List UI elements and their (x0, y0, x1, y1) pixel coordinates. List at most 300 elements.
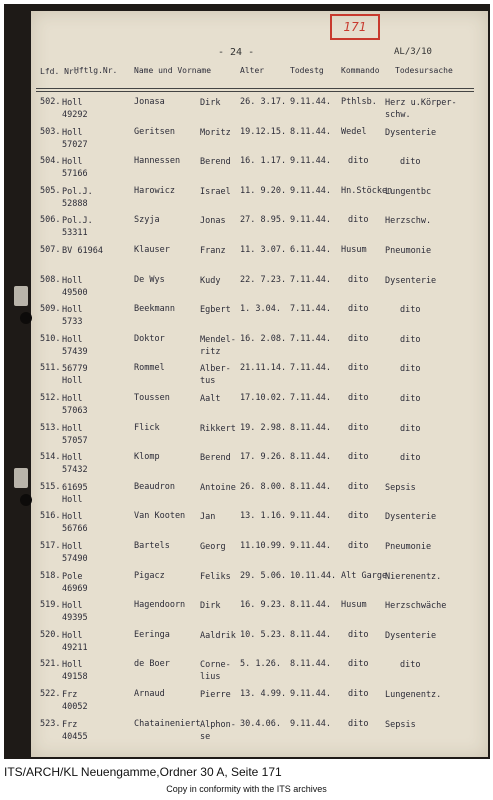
first-name (200, 541, 226, 553)
cause-of-death (400, 452, 420, 464)
prisoner-number-line: Holl (62, 601, 83, 612)
first-name-line-2: tus (200, 376, 216, 387)
cause-of-death-line: Lungenentz. (385, 690, 442, 700)
row-number (40, 482, 60, 492)
first-name-line-2: lius (200, 672, 221, 683)
row-number (40, 245, 60, 255)
row-number (40, 127, 60, 137)
row-number (40, 659, 60, 669)
surname-line: Harowicz (134, 185, 175, 196)
first-name-line: Aalt (200, 394, 221, 404)
prisoner-number (62, 156, 88, 180)
first-name-line-2: ritz (200, 346, 221, 357)
header-todestag: Todestg (290, 66, 324, 75)
first-name (200, 659, 231, 683)
birth-date-line: 26. 8.00. (240, 481, 287, 492)
prisoner-number-line: Holl (62, 453, 83, 464)
surname (134, 423, 160, 433)
cause-of-death (385, 630, 436, 642)
surname (134, 452, 160, 462)
death-date-line: 7.11.44. (290, 363, 331, 374)
cause-of-death-line: Sepsis (385, 719, 416, 730)
prisoner-number (62, 571, 88, 595)
death-date-line: 9.11.44. (290, 156, 331, 167)
birth-date (240, 97, 286, 107)
prisoner-number (62, 363, 88, 387)
row-number (40, 363, 60, 373)
row-number (40, 393, 60, 403)
cause-of-death (400, 659, 420, 671)
prisoner-number-line-2: 49395 (62, 613, 88, 624)
row-number-line: 511. (40, 363, 61, 374)
birth-date (240, 304, 281, 314)
birth-date-line: 16. 2.08. (240, 333, 287, 344)
prisoner-number-line: Holl (62, 305, 83, 316)
row-number (40, 334, 60, 344)
row-number (40, 304, 60, 314)
surname (134, 363, 165, 373)
surname-line: Szyja (134, 215, 160, 226)
first-name-line: Dirk (200, 601, 221, 612)
cause-of-death-line: dito (400, 423, 421, 434)
work-detail (348, 304, 368, 314)
cause-of-death-line: dito (400, 334, 421, 345)
row-number (40, 541, 60, 551)
death-date-line: 9.11.44. (290, 689, 331, 699)
work-detail-line: Husum (341, 600, 367, 611)
prisoner-number-line: Frz (62, 690, 78, 700)
birth-date-line: 19.12.15. (240, 126, 287, 137)
cause-of-death-line: Herzschw. (385, 216, 432, 227)
prisoner-number-line: Holl (62, 334, 83, 345)
header-haeftling: Hftlg.Nr. (74, 66, 118, 75)
prisoner-number (62, 245, 103, 257)
birth-date (240, 482, 286, 492)
surname (134, 689, 165, 699)
death-date (290, 423, 331, 433)
work-detail (348, 363, 368, 373)
cause-of-death-line: dito (400, 364, 421, 375)
birth-date-line: 10. 5.23. (240, 629, 287, 640)
birth-date-line: 13. 4.99. (240, 689, 287, 699)
work-detail (348, 334, 368, 344)
surname (134, 97, 165, 107)
cause-of-death-line: dito (400, 394, 421, 404)
row-number-line: 513. (40, 422, 61, 433)
cause-of-death (400, 393, 420, 405)
surname-line: De Wys (134, 274, 165, 285)
surname-line: Klomp (134, 452, 160, 463)
page-stamp: 171 (330, 14, 380, 40)
work-detail-line: dito (348, 422, 369, 433)
birth-date-line: 26. 3.17. (240, 97, 287, 107)
death-date (290, 541, 331, 551)
death-date-line: 9.11.44. (290, 215, 331, 226)
prisoner-number-line-2: 57063 (62, 406, 88, 416)
surname-line: Beekmann (134, 304, 175, 315)
work-detail (348, 215, 368, 225)
first-name (200, 630, 236, 642)
cause-of-death (385, 245, 431, 257)
work-detail (341, 97, 377, 107)
work-detail-line: dito (348, 274, 369, 285)
first-name-line: Rikkert (200, 423, 236, 434)
prisoner-number-line: Holl (62, 630, 83, 641)
death-date (290, 659, 331, 669)
birth-date (240, 127, 286, 137)
cause-of-death (385, 215, 431, 227)
death-date-line: 9.11.44. (290, 511, 331, 522)
surname (134, 541, 170, 551)
row-number (40, 275, 60, 285)
death-date (290, 334, 331, 344)
work-detail (348, 482, 368, 492)
prisoner-number-line: Holl (62, 512, 83, 523)
prisoner-number-line-2: Holl (62, 376, 83, 387)
death-date-line: 6.11.44. (290, 245, 331, 255)
work-detail (348, 452, 368, 462)
death-date (290, 630, 331, 640)
surname-line: Klauser (134, 245, 170, 255)
row-number-line: 521. (40, 659, 61, 670)
prisoner-number-line: Holl (62, 542, 83, 552)
surname (134, 215, 160, 225)
work-detail-line: dito (348, 333, 369, 344)
prisoner-number-line-2: 57027 (62, 139, 88, 150)
first-name-line: Jan (200, 512, 216, 523)
birth-date (240, 186, 286, 196)
birth-date (240, 393, 286, 403)
cause-of-death (385, 482, 416, 494)
first-name-line: Moritz (200, 127, 231, 138)
birth-date-line: 16. 9.23. (240, 600, 287, 611)
death-date-line: 9.11.44. (290, 185, 331, 196)
row-number (40, 452, 60, 462)
cause-of-death-line: Lungentbc (385, 186, 432, 197)
cause-of-death-line: Dysenterie (385, 127, 437, 138)
first-name (200, 215, 226, 227)
first-name-line: Egbert (200, 305, 231, 316)
first-name (200, 334, 236, 358)
row-number-line: 502. (40, 97, 61, 107)
surname (134, 304, 175, 314)
source-caption: ITS/ARCH/KL Neuengamme,Ordner 30 A, Seite 171 (4, 765, 282, 779)
work-detail-line: Wedel (341, 126, 367, 137)
first-name-line: Alber- (200, 364, 231, 375)
cause-of-death (385, 511, 436, 523)
prisoner-number (62, 482, 88, 506)
death-date-line: 9.11.44. (290, 97, 331, 107)
cause-of-death (385, 97, 457, 121)
surname-line: de Boer (134, 659, 170, 670)
surname-line: Chataineniert (134, 718, 201, 729)
cause-of-death (385, 186, 431, 198)
prisoner-number-line-2: 57057 (62, 435, 88, 446)
prisoner-number-line: Holl (62, 127, 83, 138)
death-date (290, 571, 336, 581)
first-name-line: Antoine (200, 482, 236, 493)
death-date-line: 8.11.44. (290, 452, 331, 463)
work-detail-line: Alt Garge (341, 570, 388, 581)
work-detail (348, 156, 368, 166)
first-name-line: Franz (200, 246, 226, 256)
surname-line: Hannessen (134, 156, 181, 167)
death-date-line: 7.11.44. (290, 274, 331, 285)
first-name-line: Georg (200, 542, 226, 552)
header-rule (36, 88, 474, 89)
prisoner-number-line: Holl (62, 394, 83, 404)
row-number (40, 689, 60, 699)
surname-line: Van Kooten (134, 511, 186, 522)
row-number-line: 523. (40, 718, 61, 729)
row-number-line: 509. (40, 304, 61, 315)
birth-date-line: 22. 7.23. (240, 274, 287, 285)
document-reference: AL/3/10 (394, 47, 432, 57)
birth-date (240, 334, 286, 344)
birth-date (240, 630, 286, 640)
birth-date (240, 511, 286, 521)
birth-date (240, 600, 286, 610)
prisoner-number-line: Pole (62, 571, 83, 582)
work-detail (341, 600, 367, 610)
work-detail-line: dito (348, 363, 369, 374)
first-name (200, 511, 215, 523)
surname-line: Flick (134, 422, 160, 433)
copy-note: Copy in conformity with the ITS archives (166, 784, 327, 794)
work-detail (348, 659, 368, 669)
surname (134, 156, 180, 166)
prisoner-number-line-2: 57166 (62, 169, 88, 180)
cause-of-death-line: dito (400, 157, 421, 168)
work-detail-line: dito (348, 304, 369, 315)
header-name: Name und Vorname (134, 66, 212, 75)
first-name (200, 571, 231, 583)
cause-of-death (385, 689, 441, 701)
row-number (40, 511, 60, 521)
row-number-line: 505. (40, 185, 61, 196)
row-number-line: 518. (40, 570, 61, 581)
cause-of-death-line: Dysenterie (385, 630, 437, 641)
first-name-line: Kudy (200, 275, 221, 286)
surname-line: Beaudron (134, 481, 175, 492)
work-detail (348, 275, 368, 285)
surname-line: Rommel (134, 363, 165, 374)
prisoner-number (62, 511, 88, 535)
work-detail (348, 630, 368, 640)
prisoner-number (62, 541, 88, 565)
death-date (290, 511, 331, 521)
death-date (290, 245, 331, 255)
birth-date (240, 275, 286, 285)
first-name-line: Jonas (200, 216, 226, 227)
first-name (200, 363, 231, 387)
prisoner-number-line-2: 49292 (62, 110, 88, 120)
birth-date-line: 30.4.06. (240, 718, 281, 729)
prisoner-number-line: 56779 (62, 364, 88, 375)
death-date-line: 9.11.44. (290, 718, 331, 729)
work-detail-line: Husum (341, 245, 367, 255)
prisoner-number-line: Holl (62, 423, 83, 434)
death-date (290, 186, 331, 196)
cause-of-death (385, 127, 436, 139)
death-date (290, 600, 331, 610)
prisoner-number (62, 215, 93, 239)
row-number-line: 506. (40, 215, 61, 226)
death-date-line: 8.11.44. (290, 629, 331, 640)
surname-line: Jonasa (134, 97, 165, 107)
prisoner-number-line: Frz (62, 719, 78, 730)
birth-date-line: 11. 3.07. (240, 245, 287, 255)
prisoner-number-line: 61695 (62, 482, 88, 493)
surname-line: Pigacz (134, 570, 165, 581)
death-date-line: 7.11.44. (290, 333, 331, 344)
prisoner-number-line-2: 57490 (62, 554, 88, 564)
death-date (290, 97, 331, 107)
surname (134, 600, 185, 610)
death-date-line: 8.11.44. (290, 481, 331, 492)
prisoner-number-line-2: 53311 (62, 228, 88, 239)
surname-line: Toussen (134, 393, 170, 403)
birth-date-line: 27. 8.95. (240, 215, 287, 226)
cause-of-death-line-2: schw. (385, 110, 411, 120)
prisoner-number-line-2: 57432 (62, 465, 88, 476)
cause-of-death (385, 600, 446, 612)
surname (134, 334, 165, 344)
cause-of-death-line: Sepsis (385, 482, 416, 493)
prisoner-number-line: Pol.J. (62, 216, 93, 227)
birth-date (240, 245, 286, 255)
surname-line: Doktor (134, 333, 165, 344)
row-number (40, 97, 60, 107)
work-detail (348, 423, 368, 433)
cause-of-death-line: Pneumonie (385, 542, 432, 552)
death-date (290, 719, 331, 729)
work-detail (348, 541, 368, 551)
prisoner-number-line-2: 52888 (62, 198, 88, 209)
birth-date-line: 5. 1.26. (240, 659, 281, 670)
prisoner-number (62, 600, 88, 624)
row-number (40, 600, 60, 610)
surname (134, 511, 185, 521)
row-number (40, 630, 60, 640)
prisoner-number-line: Holl (62, 157, 83, 168)
table-row (0, 719, 493, 757)
work-detail-line: dito (348, 659, 369, 670)
row-number (40, 215, 60, 225)
surname (134, 482, 175, 492)
row-number-line: 517. (40, 541, 61, 551)
work-detail-line: dito (348, 481, 369, 492)
birth-date (240, 452, 286, 462)
row-number (40, 719, 60, 729)
cause-of-death (400, 304, 420, 316)
prisoner-number (62, 275, 88, 299)
birth-date-line: 16. 1.17. (240, 156, 287, 167)
death-date (290, 452, 331, 462)
prisoner-number (62, 304, 82, 328)
surname (134, 659, 170, 669)
work-detail (341, 245, 367, 255)
row-number-line: 512. (40, 393, 61, 403)
death-date (290, 304, 331, 314)
cause-of-death (385, 571, 441, 583)
first-name-line-2: se (200, 731, 211, 742)
first-name (200, 127, 231, 139)
prisoner-number-line: Holl (62, 660, 83, 671)
prisoner-number-line-2: 56766 (62, 524, 88, 535)
cause-of-death-line: Dysenterie (385, 275, 437, 286)
death-date-line: 10.11.44. (290, 570, 337, 581)
first-name-line: Israel (200, 186, 231, 197)
surname (134, 393, 170, 403)
work-detail-line: dito (348, 629, 369, 640)
death-date-line: 8.11.44. (290, 600, 331, 611)
prisoner-number-line-2: Holl (62, 494, 83, 505)
row-number (40, 571, 60, 581)
birth-date (240, 363, 286, 373)
birth-date-line: 21.11.14. (240, 363, 287, 374)
birth-date-line: 13. 1.16. (240, 511, 287, 522)
death-date-line: 9.11.44. (290, 541, 331, 551)
cause-of-death-line: Herz u.Körper- (385, 98, 457, 108)
first-name (200, 186, 231, 198)
work-detail-line: dito (348, 393, 369, 403)
prisoner-number-line: Holl (62, 98, 83, 108)
first-name (200, 97, 220, 109)
surname (134, 630, 170, 640)
work-detail-line: dito (348, 718, 369, 729)
first-name (200, 719, 236, 743)
first-name (200, 393, 220, 405)
first-name (200, 304, 231, 316)
prisoner-number (62, 659, 88, 683)
row-number-line: 503. (40, 126, 61, 137)
row-number (40, 186, 60, 196)
surname-line: Bartels (134, 541, 170, 551)
prisoner-number-line-2: 49158 (62, 672, 88, 683)
first-name-line: Corne- (200, 660, 231, 671)
birth-date (240, 571, 286, 581)
prisoner-number (62, 334, 88, 358)
work-detail-line: dito (348, 541, 369, 551)
first-name-line: Dirk (200, 98, 221, 108)
prisoner-number-line-2: 57439 (62, 346, 88, 357)
birth-date (240, 423, 286, 433)
cause-of-death (385, 541, 431, 553)
row-number-line: 515. (40, 481, 61, 492)
first-name (200, 275, 220, 287)
work-detail (348, 511, 368, 521)
prisoner-number (62, 127, 88, 151)
death-date (290, 215, 331, 225)
cause-of-death-line: Dysenterie (385, 512, 437, 523)
first-name-line: Feliks (200, 571, 231, 582)
death-date (290, 275, 331, 285)
header-rule (36, 91, 474, 92)
header-nr: Lfd. Nr. (40, 67, 79, 76)
prisoner-number-line-2: 40052 (62, 702, 88, 712)
cause-of-death (400, 363, 420, 375)
prisoner-number-line: Holl (62, 275, 83, 286)
prisoner-number (62, 393, 88, 417)
birth-date (240, 541, 286, 551)
row-number (40, 156, 60, 166)
death-date (290, 363, 331, 373)
work-detail (341, 571, 387, 581)
cause-of-death (400, 156, 420, 168)
work-detail-line: dito (348, 452, 369, 463)
first-name (200, 482, 236, 494)
